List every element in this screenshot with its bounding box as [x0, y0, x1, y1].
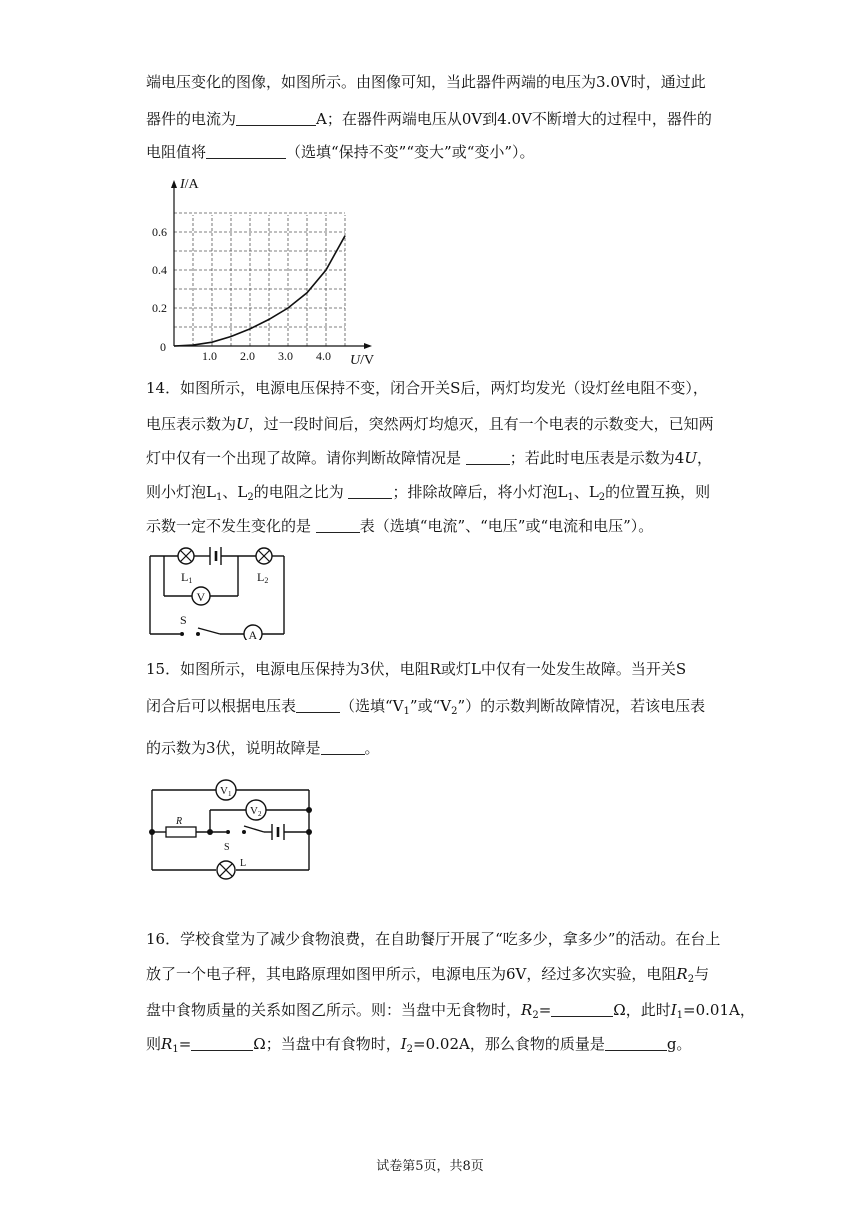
p16-line2 [146, 964, 716, 984]
x-axis-label: U/V [350, 353, 375, 368]
y-tick-label: 0.2 [152, 301, 167, 315]
voltmeter-v1-icon [216, 780, 236, 800]
var-u: U [684, 449, 697, 467]
svg-text:A: A [248, 628, 258, 640]
answer-blank[interactable] [605, 1036, 667, 1051]
answer-blank[interactable] [316, 518, 360, 533]
p14-text: 示数一定不发生变化的是 [146, 517, 312, 535]
var-u: U [236, 415, 249, 433]
p14-text: 、L [573, 483, 599, 501]
p16-line1: 16．学校食堂为了减少食物浪费，在自助餐厅开展了“吃多少，拿多少”的活动。在台上 [146, 930, 721, 948]
y-axis-label: I/A [180, 177, 199, 192]
p14-text: 灯中仅有一个出现了故障。请你判断故障情况是 [146, 449, 462, 467]
p15-line2 [146, 696, 716, 716]
junction-dot [306, 829, 312, 835]
voltmeter-v2-icon [246, 800, 266, 820]
var-r: R [161, 1035, 173, 1053]
voltmeter-icon [192, 587, 210, 605]
subscript: 1 [172, 1044, 179, 1055]
answer-blank[interactable] [466, 450, 510, 465]
p16-text: =0.02A，那么食物的质量是 [413, 1035, 605, 1053]
p13-text: 器件的电流为 [146, 110, 237, 128]
p16-text: Ω；当盘中有食物时， [253, 1035, 401, 1053]
p16-text: 则 [146, 1035, 162, 1053]
y-tick-labels [152, 225, 167, 315]
p15-text: 。 [364, 739, 380, 757]
subscript: 2 [406, 1044, 414, 1055]
p13-line3 [146, 142, 716, 162]
label-r: R [176, 816, 183, 827]
iu-graph [144, 168, 394, 368]
answer-blank[interactable] [551, 1002, 613, 1017]
p16-text: = [178, 1035, 192, 1053]
y-tick-label: 0.4 [152, 263, 167, 277]
x-tick-label: 2.0 [240, 349, 255, 363]
label-s: S [224, 842, 230, 853]
subscript: 1 [676, 1010, 684, 1021]
p16-text: =0.01A， [683, 1001, 755, 1019]
subscript: 1 [567, 492, 574, 503]
circuit-15 [144, 772, 324, 884]
p14-text: ，过一段时间后，突然两灯均熄灭，且有一个电表的示数变大，已知两 [248, 415, 714, 433]
p15-text: ”或“V [409, 697, 452, 715]
p13-line2 [146, 109, 716, 129]
battery-icon [272, 824, 284, 840]
var-r: R [676, 965, 688, 983]
p14-text: ；若此时电压表是示数为4 [509, 449, 685, 467]
ammeter-icon [244, 625, 262, 640]
p15-text: 闭合后可以根据电压表 [146, 697, 297, 715]
subscript: 2 [247, 492, 254, 503]
p14-text: 、L [222, 483, 248, 501]
p16-text: 与 [694, 965, 710, 983]
answer-blank[interactable] [321, 740, 365, 755]
p14-line5 [146, 516, 716, 536]
lamp-l-icon [217, 858, 246, 879]
p15-line3 [146, 738, 716, 758]
p16-line3 [146, 1000, 755, 1021]
origin-label: 0 [160, 340, 166, 354]
x-tick-labels [202, 349, 331, 363]
label-l: L [240, 858, 247, 869]
p16-text: = [538, 1001, 552, 1019]
p16-text: g。 [666, 1035, 692, 1053]
circuit-14 [144, 540, 294, 640]
svg-text:V: V [196, 590, 206, 604]
p16-text: 盘中食物质量的关系如图乙所示。则：当盘中无食物时， [146, 1001, 522, 1019]
p14-text: 电压表示数为 [146, 415, 237, 433]
p14-line1: 14．如图所示，电源电压保持不变，闭合开关S后，两灯均发光（设灯丝电阻不变）， [146, 379, 708, 397]
page-footer: 试卷第5页，共8页 [376, 1159, 484, 1174]
subscript: 1 [215, 492, 223, 503]
p14-text: ， [697, 449, 713, 467]
answer-blank[interactable] [191, 1036, 253, 1051]
battery-icon [210, 547, 221, 565]
p16-line4 [146, 1034, 716, 1054]
p16-text: Ω，此时 [613, 1001, 671, 1019]
p14-text: 的位置互换，则 [605, 483, 711, 501]
lamp-l1-icon [178, 548, 194, 564]
subscript: 2 [598, 492, 606, 503]
lamp-l2-icon [256, 548, 272, 564]
answer-blank[interactable] [296, 698, 340, 713]
var-i: I [670, 1001, 677, 1019]
p14-line3 [146, 448, 716, 468]
label-l2: L2 [257, 570, 269, 585]
label-s: S [180, 613, 187, 627]
answer-blank[interactable] [348, 484, 392, 499]
subscript: 1 [403, 706, 410, 717]
answer-blank[interactable] [206, 144, 286, 159]
p13-text: 电阻值将 [146, 143, 207, 161]
x-tick-label: 1.0 [202, 349, 217, 363]
switch-icon [180, 613, 200, 636]
p14-text: 表（选填“电流”、“电压”或“电流和电压”）。 [359, 517, 654, 535]
p14-line4 [146, 482, 716, 502]
p14-text: 的电阻之比为 [253, 483, 344, 501]
y-axis-arrow [171, 180, 177, 188]
subscript: 2 [532, 1010, 539, 1021]
p16-text: 放了一个电子秤，其电路原理如图甲所示，电源电压为6V，经过多次实验，电阻 [146, 965, 677, 983]
p15-text: （选填“V [340, 697, 404, 715]
p15-text: ”）的示数判断故障情况，若该电压表 [457, 697, 706, 715]
p14-text: 则小灯泡L [146, 483, 216, 501]
p13-text: A；在器件两端电压从0V到4.0V不断增大的过程中，器件的 [316, 110, 712, 128]
p14-line2 [146, 414, 716, 434]
p15-line1: 15．如图所示，电源电压保持为3伏，电阻R或灯L中仅有一处发生故障。当开关S [146, 660, 687, 678]
var-r: R [521, 1001, 533, 1019]
junction-dot [306, 807, 312, 813]
junction-dot [207, 829, 213, 835]
p15-text: 的示数为3伏，说明故障是 [146, 739, 321, 757]
answer-blank[interactable] [236, 111, 316, 126]
resistor-r-icon [166, 816, 196, 837]
graph-grid [174, 213, 345, 346]
label-l1: L1 [181, 570, 193, 585]
x-tick-label: 3.0 [278, 349, 293, 363]
p13-text: （选填“保持不变”“变大”或“变小”）。 [286, 143, 535, 161]
x-tick-label: 4.0 [316, 349, 331, 363]
var-i: I [400, 1035, 407, 1053]
junction-dot [149, 829, 155, 835]
p14-text: ；排除故障后，将小灯泡L [392, 483, 568, 501]
p13-line1: 端电压变化的图像，如图所示。由图像可知，当此器件两端的电压为3.0V时，通过此 [146, 73, 706, 91]
iu-curve [174, 236, 345, 346]
x-axis-arrow [364, 343, 372, 349]
subscript: 2 [451, 706, 458, 717]
y-tick-label: 0.6 [152, 225, 167, 239]
svg-text:V2: V2 [250, 805, 262, 818]
svg-text:V1: V1 [220, 785, 232, 798]
switch-icon [224, 830, 246, 853]
subscript: 2 [687, 974, 695, 985]
